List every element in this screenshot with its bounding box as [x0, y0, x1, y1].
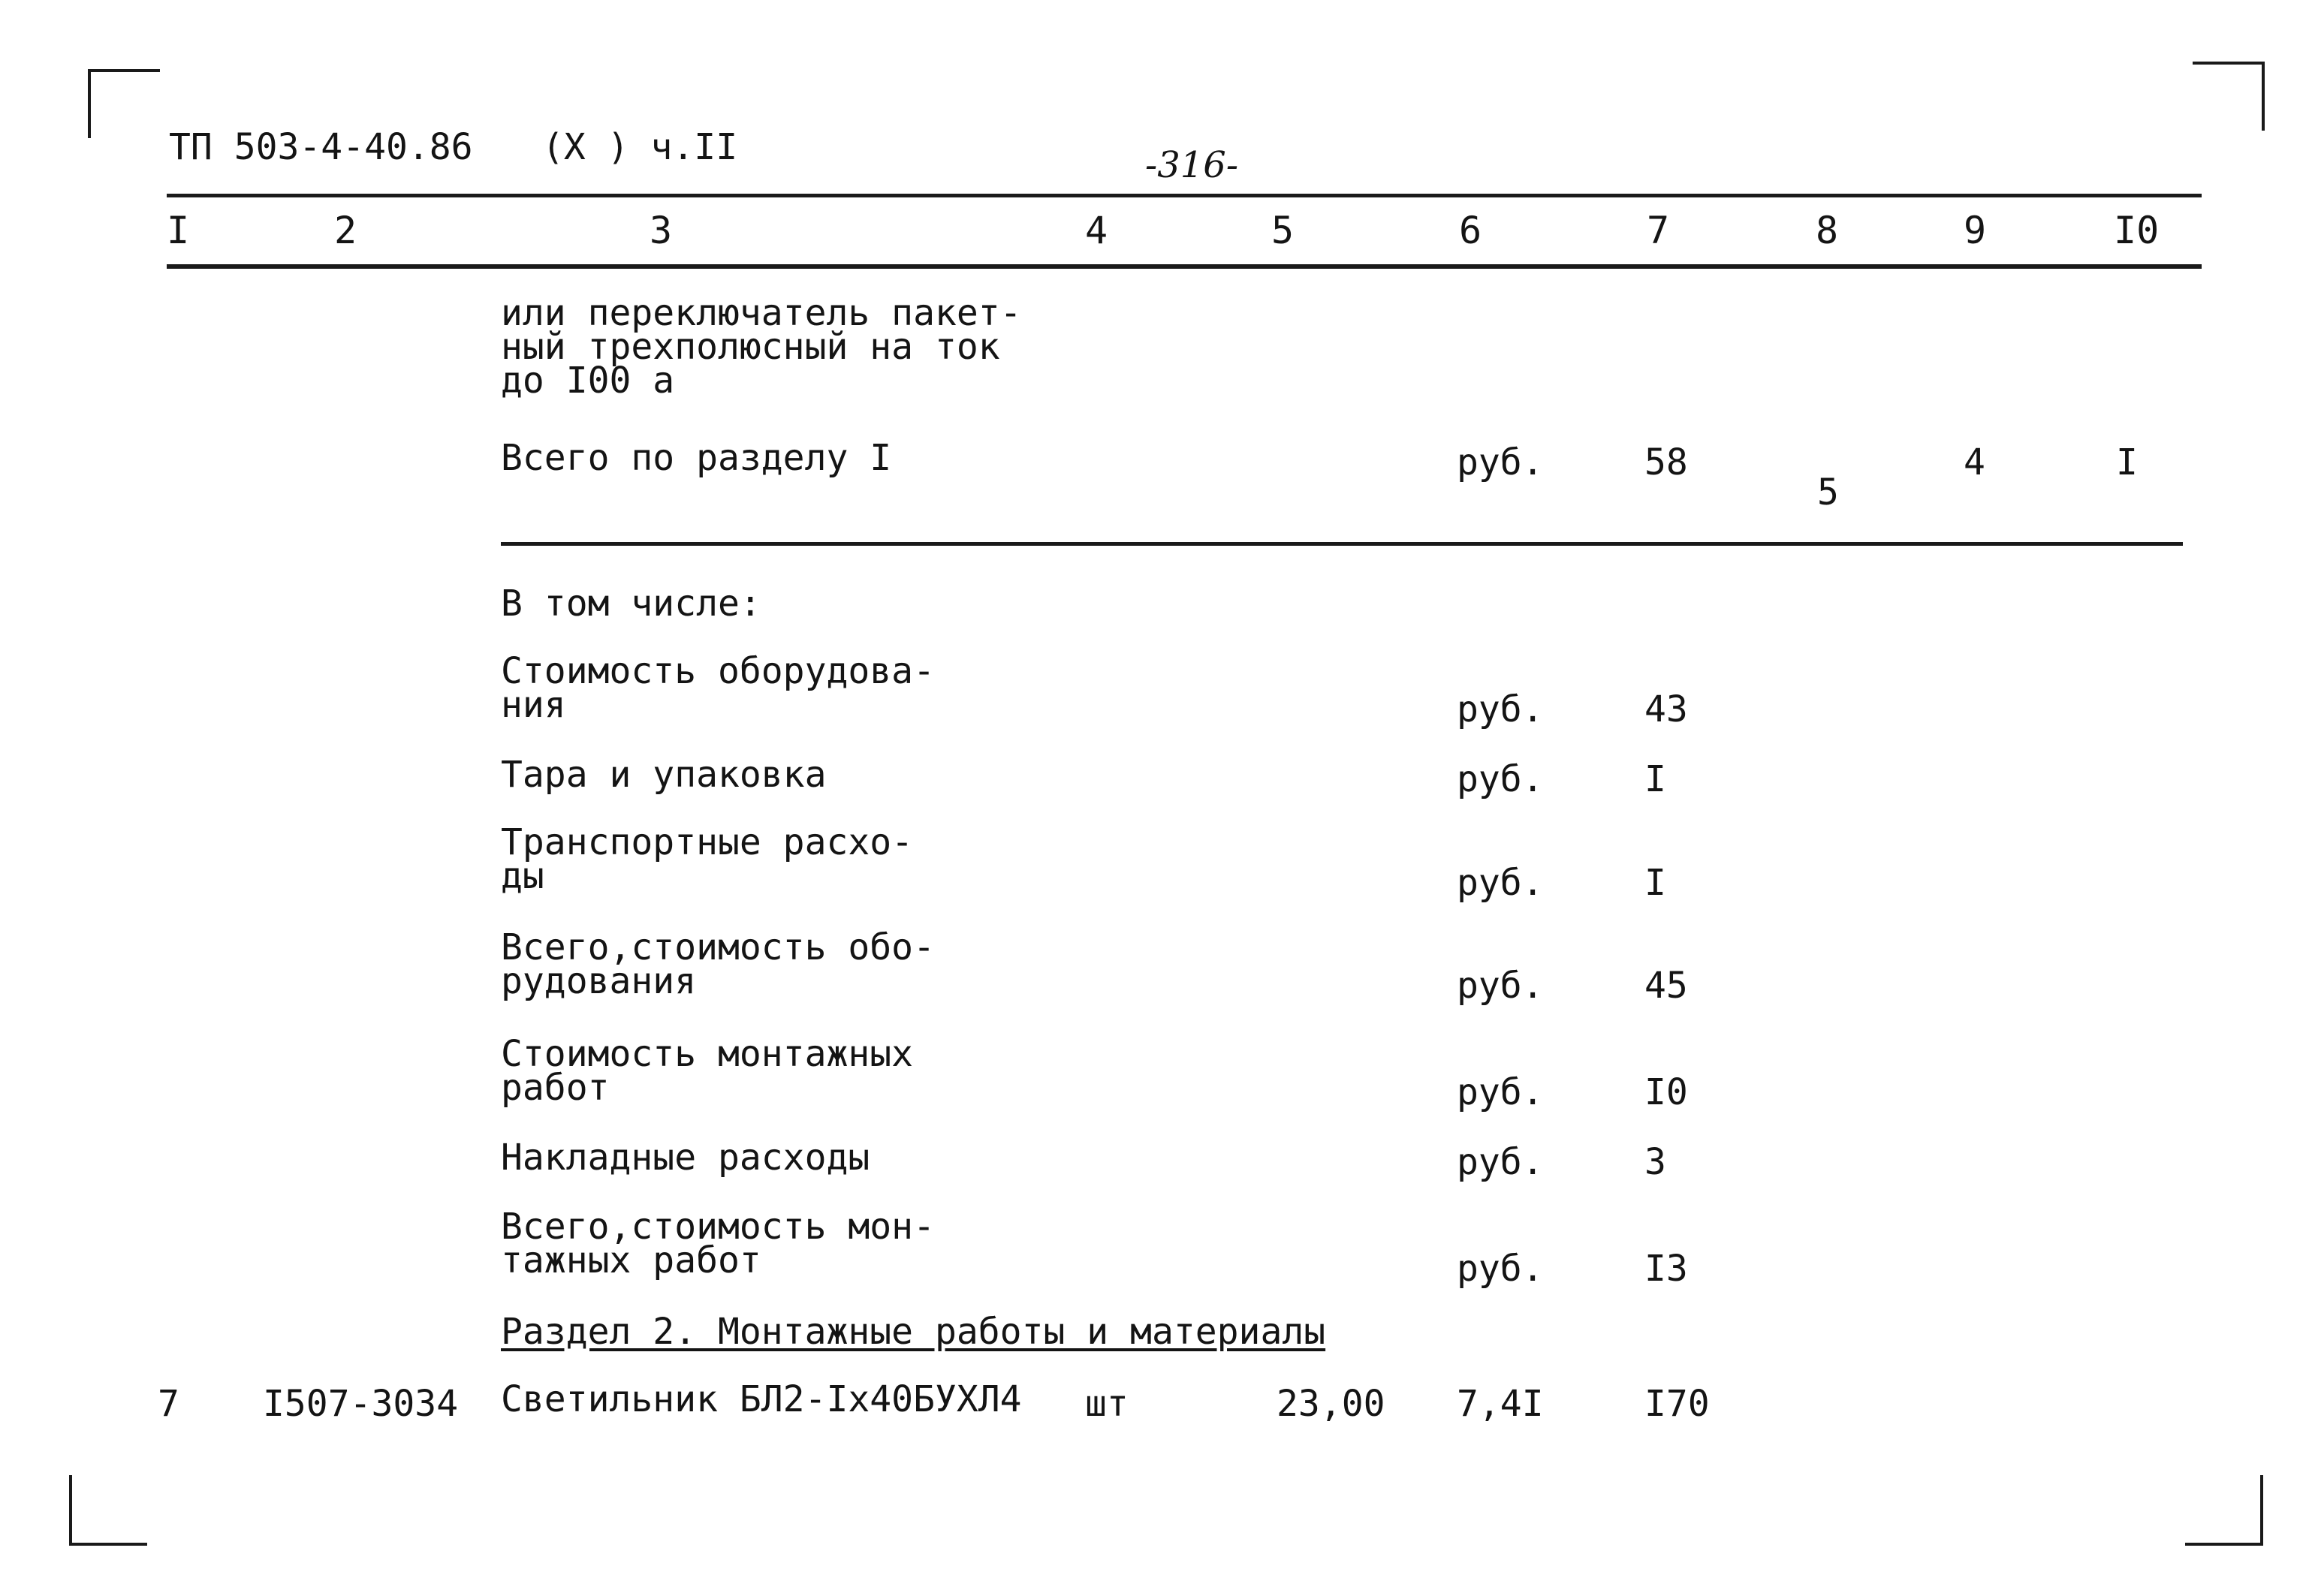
item-unit: руб. — [1457, 1248, 1544, 1290]
row-7-code: I507-3034 — [263, 1383, 459, 1425]
corner-mark-bottom-right — [2185, 1475, 2263, 1546]
item-unit: руб. — [1457, 758, 1544, 800]
page-number: -316- — [1145, 144, 1239, 186]
continuation-line-1: или переключатель пакет- — [501, 292, 1022, 334]
item-line: рудования — [501, 960, 697, 1002]
header-top-rule — [167, 194, 2202, 197]
item-value: I3 — [1644, 1248, 1688, 1290]
section-total-unit: руб. — [1457, 441, 1544, 483]
column-number-8: 8 — [1816, 209, 1839, 252]
item-line: Стоимость монтажных — [501, 1033, 914, 1075]
item-line: Всего,стоимость обо- — [501, 926, 935, 968]
document-code: ТП 503-4-40.86 — [169, 126, 473, 168]
item-unit: руб. — [1457, 965, 1544, 1007]
item-line: Стоимость оборудова- — [501, 650, 935, 692]
row-7-name: Светильник БЛ2-Iх40БУХЛ4 — [501, 1378, 1022, 1420]
item-value: 43 — [1644, 688, 1688, 730]
column-number-10: I0 — [2114, 209, 2160, 252]
row-7-price: 7,4I — [1457, 1383, 1544, 1425]
section-total-col10: I — [2116, 441, 2138, 483]
item-line: Всего,стоимость мон- — [501, 1206, 935, 1248]
corner-mark-top-left — [88, 69, 160, 138]
continuation-line-2: ный трехполюсный на ток — [501, 326, 1000, 368]
continuation-line-3: до I00 а — [501, 360, 675, 402]
item-line: тажных работ — [501, 1239, 761, 1281]
item-value: I0 — [1644, 1071, 1688, 1113]
row-7-number: 7 — [158, 1383, 179, 1425]
item-unit: руб. — [1457, 1071, 1544, 1113]
item-line: ды — [501, 855, 544, 897]
item-value: 45 — [1644, 965, 1688, 1007]
item-line: Накладные расходы — [501, 1137, 870, 1179]
section-total-label: Всего по разделу I — [501, 437, 892, 479]
column-number-4: 4 — [1085, 209, 1108, 252]
column-number-3: 3 — [650, 209, 673, 252]
document-part: (Х ) ч.II — [542, 126, 738, 168]
column-number-7: 7 — [1647, 209, 1670, 252]
column-number-9: 9 — [1964, 209, 1987, 252]
including-label: В том числе: — [501, 583, 761, 625]
item-value: I — [1644, 862, 1666, 904]
item-unit: руб. — [1457, 688, 1544, 730]
row-7-quantity: 23,00 — [1277, 1383, 1385, 1425]
item-line: ния — [501, 684, 566, 726]
section-total-col7: 58 — [1644, 441, 1688, 483]
item-unit: руб. — [1457, 1141, 1544, 1183]
column-number-5: 5 — [1271, 209, 1295, 252]
row-7-unit: шт — [1085, 1383, 1129, 1425]
item-value: 3 — [1644, 1141, 1666, 1183]
section-total-col9: 4 — [1964, 441, 1985, 483]
column-number-2: 2 — [334, 209, 357, 252]
item-line: работ — [501, 1067, 610, 1109]
column-number-6: 6 — [1459, 209, 1482, 252]
section-total-rule — [501, 542, 2183, 546]
item-line: Транспортные расхо- — [501, 821, 914, 863]
item-value: I — [1644, 758, 1666, 800]
corner-mark-bottom-left — [69, 1475, 147, 1546]
row-7-total: I70 — [1644, 1383, 1710, 1425]
section-2-title: Раздел 2. Монтажные работы и материалы — [501, 1311, 1326, 1353]
item-line: Тара и упаковка — [501, 754, 827, 796]
section-total-col8: 5 — [1817, 471, 1839, 513]
column-number-1: I — [167, 209, 190, 252]
item-unit: руб. — [1457, 862, 1544, 904]
corner-mark-top-right — [2193, 62, 2265, 131]
header-bottom-rule — [167, 264, 2202, 269]
